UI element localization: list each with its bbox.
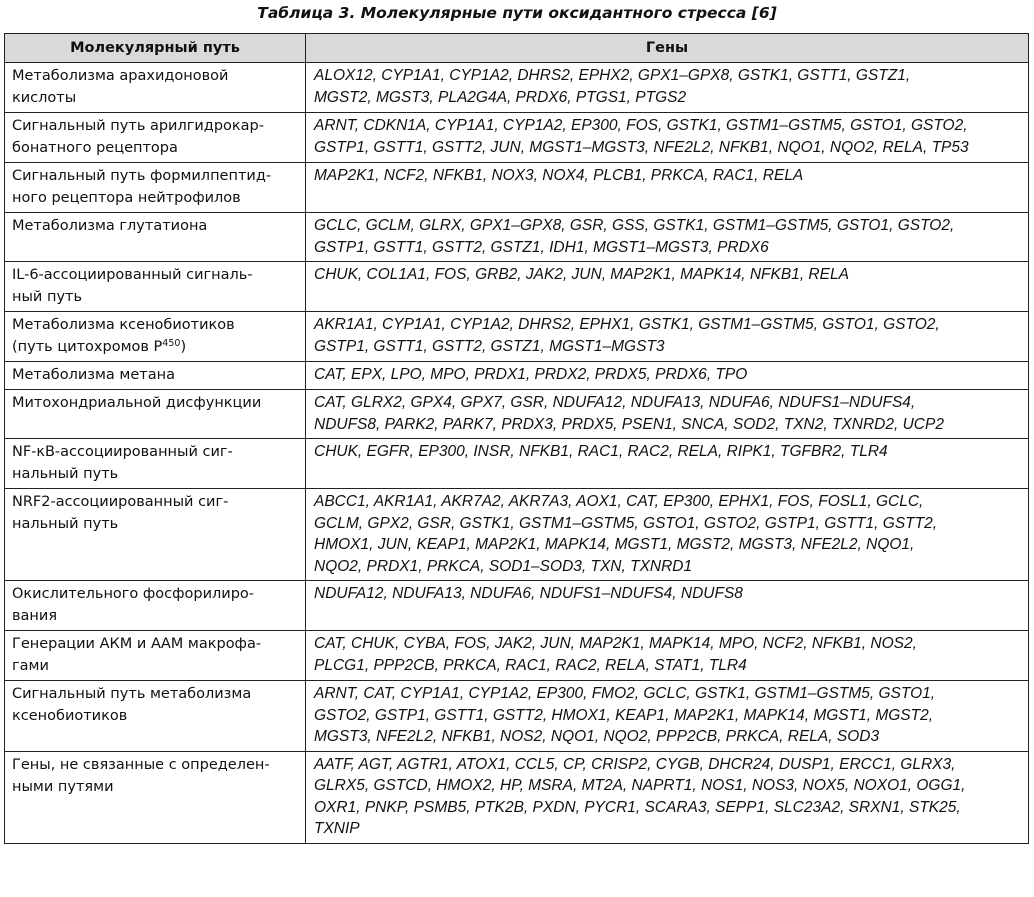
table-row xyxy=(5,439,1029,489)
pathway-line xyxy=(12,336,299,358)
pathway-line xyxy=(12,364,299,386)
genes-line: CAT, CHUK, CYBA, FOS, JAK2, JUN, MAP2K1, MAPK14, MPO, NCF2, NFKB1, NOS2, xyxy=(314,635,917,652)
pathway-cell xyxy=(5,163,306,213)
genes-line: GLRX5, GSTCD, HMOX2, HP, MSRA, MT2A, NAPRT1, NOS1, NOS3, NOX5, NOXO1, OGG1, xyxy=(314,777,966,794)
genes-line: AATF, AGT, AGTR1, ATOX1, CCL5, CP, CRISP2, CYGB, DHCR24, DUSP1, ERCC1, GLRX3, xyxy=(314,755,956,773)
genes-line: AKR1A1, CYP1A1, CYP1A2, DHRS2, EPHX1, GSTK1, GSTM1–GSTM5, GSTO1, GSTO2, xyxy=(314,316,940,333)
genes-cell xyxy=(306,63,1029,113)
table-body xyxy=(5,63,1029,844)
pathway-cell xyxy=(5,681,306,752)
pathway-text: Сигнальный путь метаболизма xyxy=(12,686,252,702)
pathway-line xyxy=(12,754,299,776)
table-row xyxy=(5,213,1029,262)
pathway-text: ными путями xyxy=(12,778,114,795)
genes-line: MGST2, MGST3, PLA2G4A, PRDX6, PTGS1, PTGS2 xyxy=(314,88,687,106)
genes-line: CHUK, COL1A1, FOS, GRB2, JAK2, JUN, MAP2K1, MAPK14, NFKB1, RELA xyxy=(314,266,849,283)
genes-cell xyxy=(306,439,1029,489)
pathway-text: Гены, не связанные с определен- xyxy=(12,756,270,773)
pathway-line xyxy=(12,705,299,727)
genes-cell xyxy=(306,262,1029,312)
pathway-text: IL-6-ассоциированный сигналь- xyxy=(12,267,253,283)
pathway-line xyxy=(12,683,299,705)
pathway-line xyxy=(12,583,299,605)
pathway-line xyxy=(12,605,299,627)
table-row xyxy=(5,681,1029,752)
pathway-text: Сигнальный путь формилпептид- xyxy=(12,168,272,184)
table-row xyxy=(5,63,1029,113)
pathway-line xyxy=(12,491,299,513)
pathway-line xyxy=(12,776,299,798)
pathway-line xyxy=(12,286,299,308)
pathway-cell xyxy=(5,312,306,362)
pathway-line xyxy=(12,65,299,87)
genes-line: GSTP1, GSTT1, GSTT2, JUN, MGST1–MGST3, NFE2L2, NFKB1, NQO1, NQO2, RELA, TP53 xyxy=(314,138,969,156)
pathway-line xyxy=(12,115,299,137)
pathway-line xyxy=(12,87,299,109)
table-row xyxy=(5,489,1029,581)
pathway-cell xyxy=(5,631,306,681)
table-row xyxy=(5,631,1029,681)
genes-line: GCLM, GPX2, GSR, GSTK1, GSTM1–GSTM5, GSTO1, GSTO2, GSTP1, GSTT1, GSTT2, xyxy=(314,514,938,532)
genes-line: NDUFS8, PARK2, PARK7, PRDX3, PRDX5, PSEN1, SNCA, SOD2, TXN2, TXNRD2, UCP2 xyxy=(314,415,944,433)
genes-line: GSTO2, GSTP1, GSTT1, GSTT2, HMOX1, KEAP1, MAP2K1, MAPK14, MGST1, MGST2, xyxy=(314,706,934,724)
pathway-line xyxy=(12,441,299,463)
header-pathway: Молекулярный путь xyxy=(5,34,306,63)
genes-line: GSTP1, GSTT1, GSTT2, GSTZ1, MGST1–MGST3 xyxy=(314,337,665,355)
genes-line: CAT, GLRX2, GPX4, GPX7, GSR, NDUFA12, NDUFA13, NDUFA6, NDUFS1–NDUFS4, xyxy=(314,394,916,411)
genes-cell xyxy=(306,390,1029,439)
pathway-text: Метаболизма метана xyxy=(12,367,175,383)
pathway-cell xyxy=(5,390,306,439)
header-genes: Гены xyxy=(306,34,1029,63)
pathway-text: Окислительного фосфорилиро- xyxy=(12,586,255,602)
pathway-text: гами xyxy=(12,658,49,674)
pathway-cell xyxy=(5,213,306,262)
genes-line: NQO2, PRDX1, PRKCA, SOD1–SOD3, TXN, TXNRD1 xyxy=(314,557,693,575)
genes-line: ARNT, CAT, CYP1A1, CYP1A2, EP300, FMO2, GCLC, GSTK1, GSTM1–GSTM5, GSTO1, xyxy=(314,685,936,702)
genes-cell xyxy=(306,631,1029,681)
genes-line: MGST3, NFE2L2, NFKB1, NOS2, NQO1, NQO2, PPP2CB, PRKCA, RELA, SOD3 xyxy=(314,728,880,745)
pathway-cell xyxy=(5,63,306,113)
pathway-text: Сигнальный путь арилгидрокар- xyxy=(12,118,264,134)
pathway-text: нальный путь xyxy=(12,466,119,482)
pathway-cell xyxy=(5,581,306,631)
table-row xyxy=(5,163,1029,213)
table-row xyxy=(5,390,1029,439)
pathway-text: вания xyxy=(12,608,58,624)
pathway-line xyxy=(12,392,299,414)
genes-cell xyxy=(306,681,1029,752)
pathway-text: ный путь xyxy=(12,289,83,305)
genes-line: HMOX1, JUN, KEAP1, MAP2K1, MAPK14, MGST1, MGST2, MGST3, NFE2L2, NQO1, xyxy=(314,536,915,553)
table-row xyxy=(5,581,1029,631)
pathway-text: ксенобиотиков xyxy=(12,708,128,724)
genes-line: TXNIP xyxy=(314,820,360,837)
pathway-cell xyxy=(5,489,306,581)
genes-cell xyxy=(306,312,1029,362)
pathway-cell xyxy=(5,751,306,843)
pathway-cell xyxy=(5,362,306,390)
pathway-superscript: 450 xyxy=(162,338,181,349)
pathway-text: NF-κB-ассоциированный сиг- xyxy=(12,444,233,460)
genes-cell xyxy=(306,751,1029,843)
genes-line: CHUK, EGFR, EP300, INSR, NFKB1, RAC1, RAC2, RELA, RIPK1, TGFBR2, TLR4 xyxy=(314,443,888,460)
table-row xyxy=(5,751,1029,843)
pathway-line xyxy=(12,463,299,485)
pathway-text: Метаболизма глутатиона xyxy=(12,218,208,234)
pathway-text: Метаболизма арахидоновой xyxy=(12,68,229,84)
genes-line: ABCC1, AKR1A1, AKR7A2, AKR7A3, AOX1, CAT, EP300, EPHX1, FOS, FOSL1, GCLC, xyxy=(314,493,924,510)
pathway-text: ного рецептора нейтрофилов xyxy=(12,190,241,206)
table-row xyxy=(5,312,1029,362)
genes-line: ARNT, CDKN1A, CYP1A1, CYP1A2, EP300, FOS, GSTK1, GSTM1–GSTM5, GSTO1, GSTO2, xyxy=(314,117,968,134)
genes-line: MAP2K1, NCF2, NFKB1, NOX3, NOX4, PLCB1, PRKCA, RAC1, RELA xyxy=(314,167,804,184)
pathway-cell xyxy=(5,262,306,312)
pathway-text: NRF2-ассоциированный сиг- xyxy=(12,494,229,510)
pathway-text: Генерации АКМ и ААМ макрофа- xyxy=(12,636,262,652)
pathway-cell xyxy=(5,439,306,489)
pathway-line xyxy=(12,633,299,655)
genes-cell xyxy=(306,213,1029,262)
genes-cell xyxy=(306,581,1029,631)
pathway-text: кислоты xyxy=(12,90,77,106)
genes-line: GCLC, GCLM, GLRX, GPX1–GPX8, GSR, GSS, GSTK1, GSTM1–GSTM5, GSTO1, GSTO2, xyxy=(314,217,955,234)
genes-line: ALOX12, CYP1A1, CYP1A2, DHRS2, EPHX2, GPX1–GPX8, GSTK1, GSTT1, GSTZ1, xyxy=(314,67,911,84)
table-header-row xyxy=(5,34,1029,63)
genes-line: PLCG1, PPP2CB, PRKCA, RAC1, RAC2, RELA, STAT1, TLR4 xyxy=(314,656,747,674)
pathway-line xyxy=(12,513,299,535)
table-row xyxy=(5,113,1029,163)
pathway-line xyxy=(12,314,299,336)
pathway-text: нальный путь xyxy=(12,516,119,532)
genes-line: OXR1, PNKP, PSMB5, PTK2B, PXDN, PYCR1, SCARA3, SEPP1, SLC23A2, SRXN1, STK25, xyxy=(314,798,961,816)
genes-cell xyxy=(306,113,1029,163)
pathway-text: Митохондриальной дисфункции xyxy=(12,395,262,411)
pathway-cell xyxy=(5,113,306,163)
pathway-text: Метаболизма ксенобиотиков xyxy=(12,317,235,333)
genes-cell xyxy=(306,362,1029,390)
table-row xyxy=(5,262,1029,312)
table-caption: Таблица 3. Молекулярные пути оксидантного стресса [6] xyxy=(257,4,777,22)
genes-line: NDUFA12, NDUFA13, NDUFA6, NDUFS1–NDUFS4, NDUFS8 xyxy=(314,585,743,602)
pathway-text: бонатного рецептора xyxy=(12,140,178,156)
pathway-line xyxy=(12,187,299,209)
pathway-line xyxy=(12,264,299,286)
genes-cell xyxy=(306,163,1029,213)
genes-line: GSTP1, GSTT1, GSTT2, GSTZ1, IDH1, MGST1–MGST3, PRDX6 xyxy=(314,238,769,256)
pathway-line xyxy=(12,655,299,677)
oxidative-stress-pathways-table xyxy=(4,33,1029,844)
pathway-line xyxy=(12,137,299,159)
table-row xyxy=(5,362,1029,390)
genes-cell xyxy=(306,489,1029,581)
pathway-tail: ) xyxy=(180,339,187,355)
pathway-line xyxy=(12,215,299,237)
genes-line: CAT, EPX, LPO, MPO, PRDX1, PRDX2, PRDX5, PRDX6, TPO xyxy=(314,366,748,383)
pathway-line xyxy=(12,165,299,187)
pathway-text: (путь цитохромов P xyxy=(12,339,163,355)
